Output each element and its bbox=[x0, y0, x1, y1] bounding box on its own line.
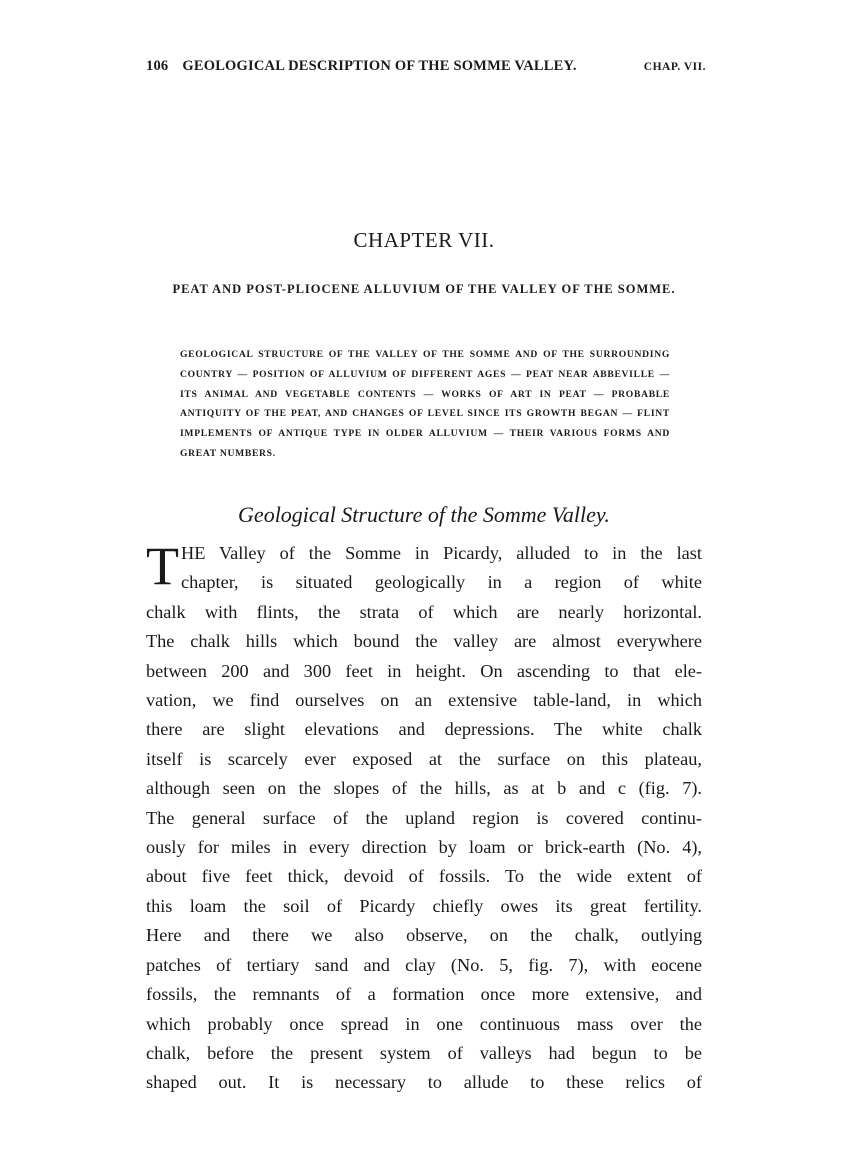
chapter-summary: GEOLOGICAL STRUCTURE OF THE VALLEY OF THE SOMME AND OF THE SURROUNDING COUNTRY — POSITION OF ALLUVIUM OF DIFFERENT AGES — PEAT NEAR ABBEVILLE — ITS ANIMAL AND VEGETABLE CONTENTS — WORKS OF ART IN PEAT — PROBABLE ANTIQUITY OF THE PEAT, AND CHANGES OF LEVEL SINCE ITS GROWTH BEGAN — FLINT IMPLEMENTS OF ANTIQUE TYPE IN OLDER ALLUVIUM — THEIR VARIOUS FORMS AND GREAT NUMBERS. bbox=[180, 349, 670, 459]
body-line: HE Valley of the Somme in Picardy, alluded to in the last bbox=[181, 543, 702, 563]
opening-paragraph-start bbox=[146, 536, 702, 598]
drop-cap: T bbox=[146, 536, 179, 596]
chapter-subtitle: PEAT AND POST-PLIOCENE ALLUVIUM OF THE VALLEY OF THE SOMME. bbox=[172, 282, 676, 296]
body-line: shaped out. It is necessary to allude to these relics of bbox=[146, 1072, 702, 1093]
body-line: although seen on the slopes of the hills, as at b and c (fig. 7). bbox=[146, 778, 702, 799]
body-line: which probably once spread in one continuous mass over the bbox=[146, 1013, 702, 1034]
body-text bbox=[146, 536, 702, 1098]
body-line: Here and there we also observe, on the chalk, outlying bbox=[146, 925, 702, 946]
body-line: patches of tertiary sand and clay (No. 5, fig. 7), with eocene bbox=[146, 954, 702, 975]
body-line: chalk with flints, the strata of which are nearly horizontal. bbox=[146, 601, 702, 622]
body-line: chapter, is situated geologically in a region of white bbox=[181, 572, 702, 593]
section-heading: Geological Structure of the Somme Valley. bbox=[238, 502, 610, 527]
body-line: itself is scarcely ever exposed at the surface on this plateau, bbox=[146, 748, 702, 769]
body-line: ously for miles in every direction by loam or brick-earth (No. 4), bbox=[146, 837, 702, 858]
body-line: vation, we find ourselves on an extensive table-land, in which bbox=[146, 690, 702, 711]
page-number: 106 bbox=[146, 58, 169, 74]
chapter-title: CHAPTER VII. bbox=[353, 228, 495, 252]
body-line: The chalk hills which bound the valley are almost everywhere bbox=[146, 631, 702, 652]
running-title: GEOLOGICAL DESCRIPTION OF THE SOMME VALLEY. bbox=[182, 58, 577, 74]
body-line: this loam the soil of Picardy chiefly owes its great fertility. bbox=[146, 895, 702, 916]
body-line: fossils, the remnants of a formation once more extensive, and bbox=[146, 984, 702, 1005]
body-line: there are slight elevations and depressions. The white chalk bbox=[146, 719, 702, 740]
running-head bbox=[146, 58, 706, 75]
body-line: The general surface of the upland region is covered continu- bbox=[146, 807, 702, 828]
chapter-reference: CHAP. VII. bbox=[643, 61, 706, 73]
body-line: chalk, before the present system of valleys had begun to be bbox=[146, 1042, 702, 1063]
body-lines bbox=[146, 598, 702, 1098]
body-line: between 200 and 300 feet in height. On ascending to that ele- bbox=[146, 660, 702, 681]
body-line: about five feet thick, devoid of fossils. To the wide extent of bbox=[146, 866, 702, 887]
